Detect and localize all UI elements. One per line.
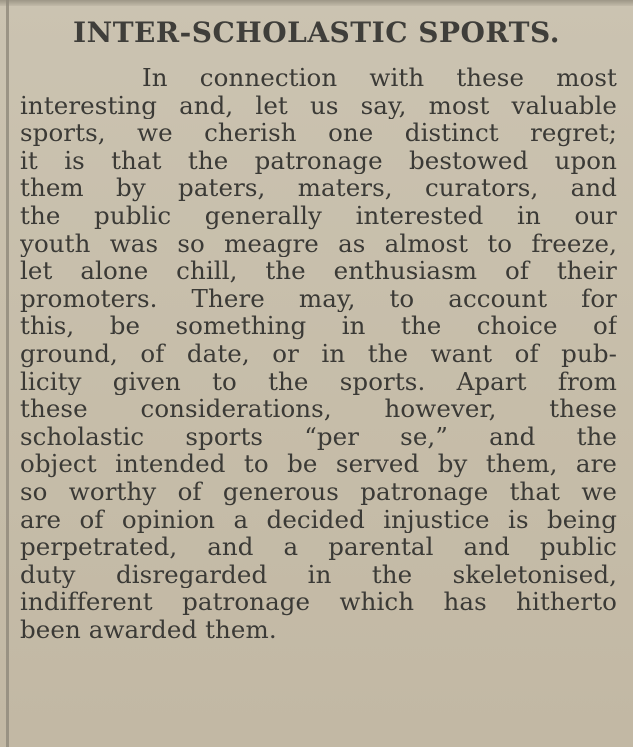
article-line: it is that the patronage bestowed upon: [20, 146, 617, 175]
article-line: these considerations, however, these: [20, 395, 617, 423]
article-line: this, be something in the choice of: [20, 312, 617, 340]
article-line: object intended to be served by them, are: [20, 450, 617, 478]
article-line: youth was so meagre as almost to freeze,: [20, 229, 617, 258]
article-line: scholastic sports “per se,” and the: [20, 422, 617, 451]
article-line: duty disregarded in the skeletonised,: [20, 560, 617, 589]
article-line: so worthy of generous patronage that we: [20, 477, 617, 506]
column-border: [6, 0, 9, 747]
article-line: them by paters, maters, curators, and: [20, 174, 617, 202]
top-rule: [0, 0, 633, 6]
article-line: are of opinion a decided injustice is being: [20, 505, 617, 534]
article-line: licity given to the sports. Apart from: [20, 367, 617, 396]
article-body: [20, 64, 617, 643]
headline: INTER-SCHOLASTIC SPORTS.: [73, 16, 560, 49]
article-line: the public generally interested in our: [20, 201, 617, 230]
article-line: interesting and, let us say, most valuable: [20, 91, 617, 120]
article-line: been awarded them.: [20, 615, 277, 644]
article-line: perpetrated, and a parental and public: [20, 533, 617, 561]
article-line: indifferent patronage which has hitherto: [20, 588, 617, 616]
article-line: sports, we cherish one distinct regret;: [20, 119, 617, 147]
article-line: let alone chill, the enthusiasm of their: [20, 257, 617, 285]
article-line: ground, of date, or in the want of pub-: [20, 339, 617, 368]
article-line: promoters. There may, to account for: [20, 284, 617, 313]
article-line: In connection with these most: [142, 64, 617, 92]
